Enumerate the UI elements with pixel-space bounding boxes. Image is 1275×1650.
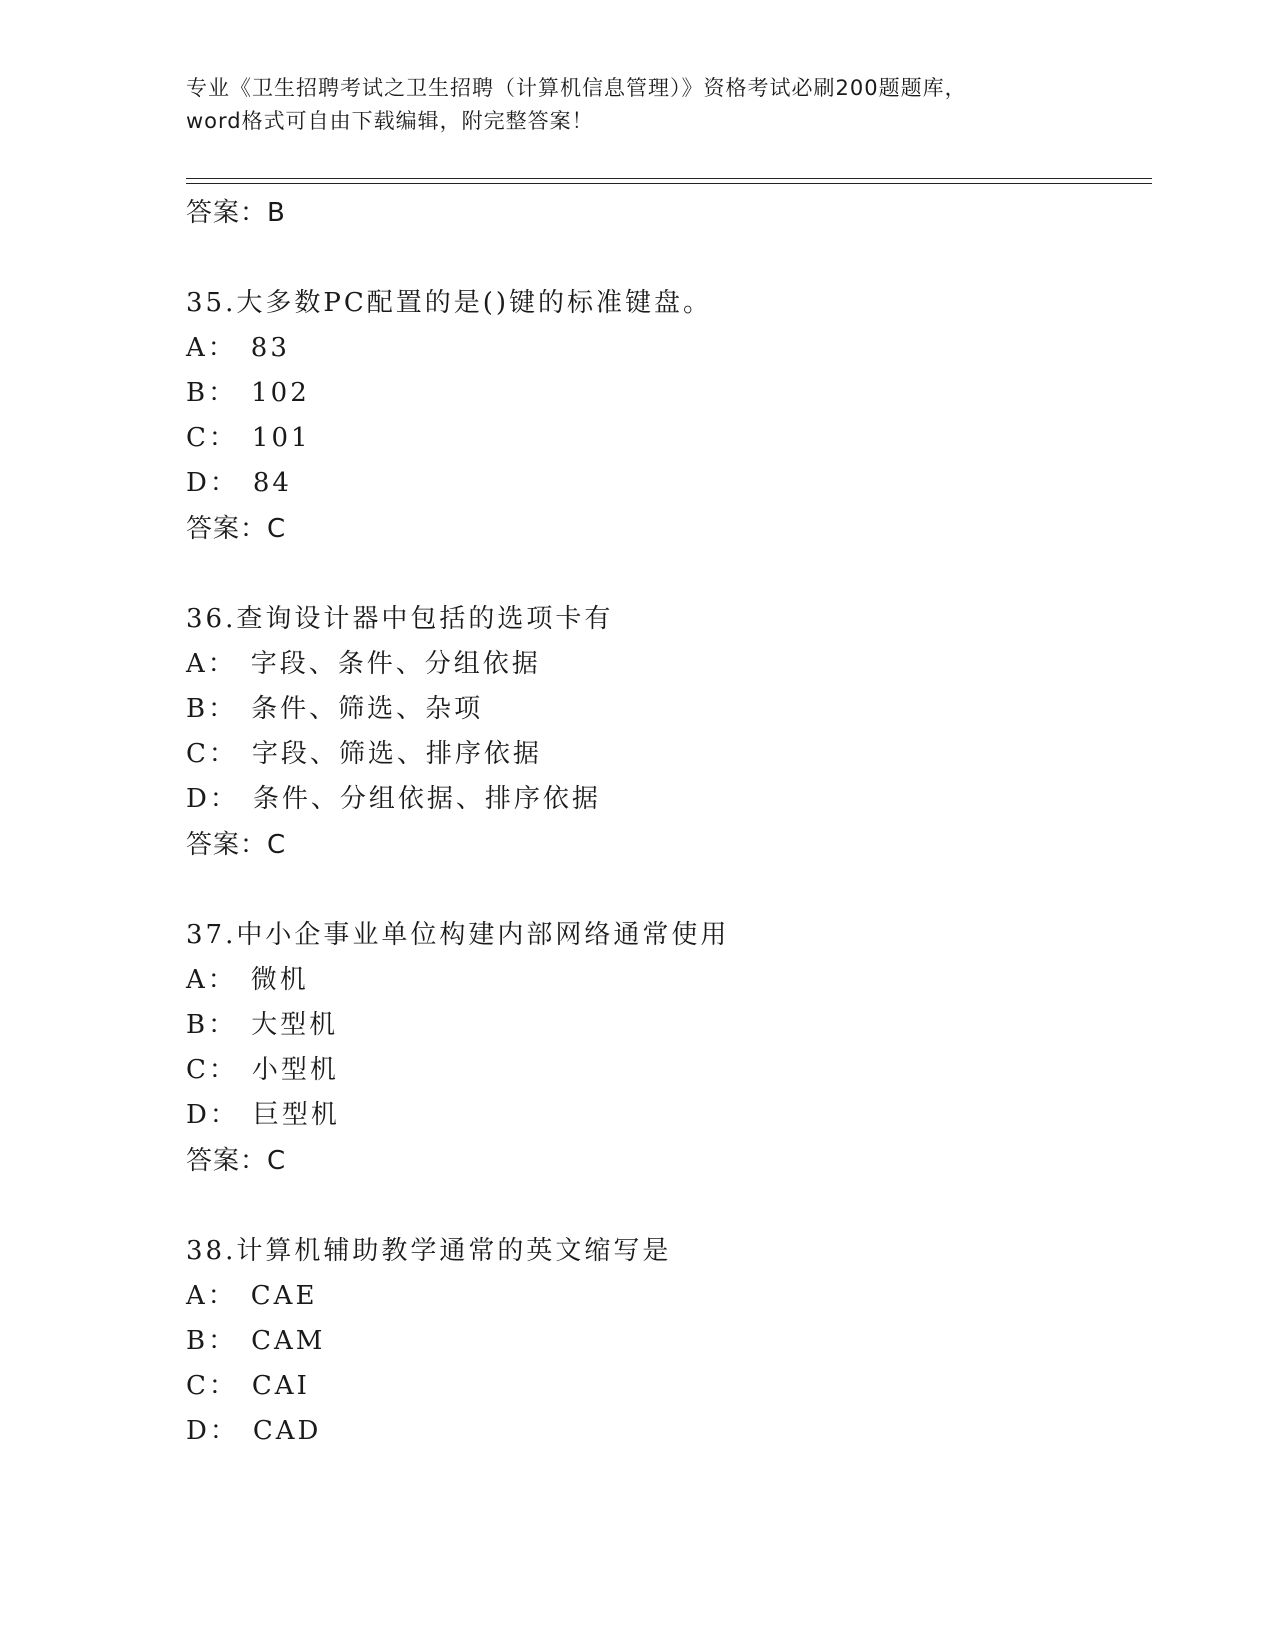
option-text: 巨型机: [252, 1100, 340, 1130]
option-text: 小型机: [251, 1055, 339, 1085]
option-text: CAM: [251, 1326, 326, 1356]
option-text: 条件、分组依据、排序依据: [252, 784, 601, 814]
question-block: [186, 912, 1146, 1184]
option-text: 微机: [250, 965, 309, 995]
option-label: B：: [186, 1010, 238, 1040]
option-a: [186, 1274, 1146, 1319]
option-b: [186, 687, 1146, 732]
option-text: 字段、筛选、排序依据: [251, 739, 542, 769]
option-text: CAE: [250, 1281, 318, 1311]
question-stem: 37.中小企事业单位构建内部网络通常使用: [186, 920, 730, 950]
option-a: [186, 958, 1146, 1003]
option-a: [186, 642, 1146, 687]
answer-line: 答案：C: [186, 514, 287, 544]
question-block: [186, 280, 1146, 552]
option-a: [186, 326, 1146, 371]
header-line-2: word格式可自由下载编辑，附完整答案！: [186, 109, 594, 133]
header-line-1: 专业《卫生招聘考试之卫生招聘（计算机信息管理）》资格考试必刷200题题库，: [186, 76, 967, 100]
option-d: [186, 461, 1146, 506]
option-text: 84: [252, 468, 292, 498]
option-label: D：: [186, 468, 239, 498]
option-c: [186, 416, 1146, 461]
option-label: A：: [186, 649, 237, 679]
option-label: B：: [186, 1326, 238, 1356]
option-text: CAD: [252, 1416, 322, 1446]
option-d: [186, 1409, 1146, 1454]
option-text: 101: [251, 423, 311, 453]
option-label: B：: [186, 694, 238, 724]
question-list: [186, 190, 1146, 1454]
previous-answer: 答案：B: [186, 198, 286, 228]
option-label: A：: [186, 333, 237, 363]
option-text: 条件、筛选、杂项: [251, 694, 484, 724]
option-c: [186, 1364, 1146, 1409]
option-label: A：: [186, 1281, 237, 1311]
document-header: [186, 72, 1146, 138]
question-stem: 36.查询设计器中包括的选项卡有: [186, 604, 614, 634]
option-c: [186, 732, 1146, 777]
answer-line: 答案：C: [186, 830, 287, 860]
option-b: [186, 371, 1146, 416]
option-label: A：: [186, 965, 237, 995]
header-divider-top: [186, 178, 1152, 179]
option-label: C：: [186, 423, 238, 453]
option-label: C：: [186, 1055, 238, 1085]
answer-line: 答案：C: [186, 1146, 287, 1176]
question-block: [186, 1228, 1146, 1454]
question-block: [186, 596, 1146, 868]
option-text: CAI: [251, 1371, 310, 1401]
option-label: D：: [186, 1416, 239, 1446]
header-divider-bottom: [186, 183, 1152, 184]
question-stem: 38.计算机辅助教学通常的英文缩写是: [186, 1236, 672, 1266]
option-text: 83: [250, 333, 290, 363]
option-text: 大型机: [251, 1010, 339, 1040]
option-text: 字段、条件、分组依据: [250, 649, 541, 679]
option-b: [186, 1003, 1146, 1048]
option-d: [186, 1093, 1146, 1138]
option-text: 102: [251, 378, 310, 408]
option-label: C：: [186, 1371, 238, 1401]
option-b: [186, 1319, 1146, 1364]
option-label: C：: [186, 739, 238, 769]
option-d: [186, 777, 1146, 822]
question-stem: 35.大多数PC配置的是()键的标准键盘。: [186, 288, 713, 318]
option-label: B：: [186, 378, 238, 408]
option-label: D：: [186, 784, 239, 814]
option-c: [186, 1048, 1146, 1093]
option-label: D：: [186, 1100, 239, 1130]
